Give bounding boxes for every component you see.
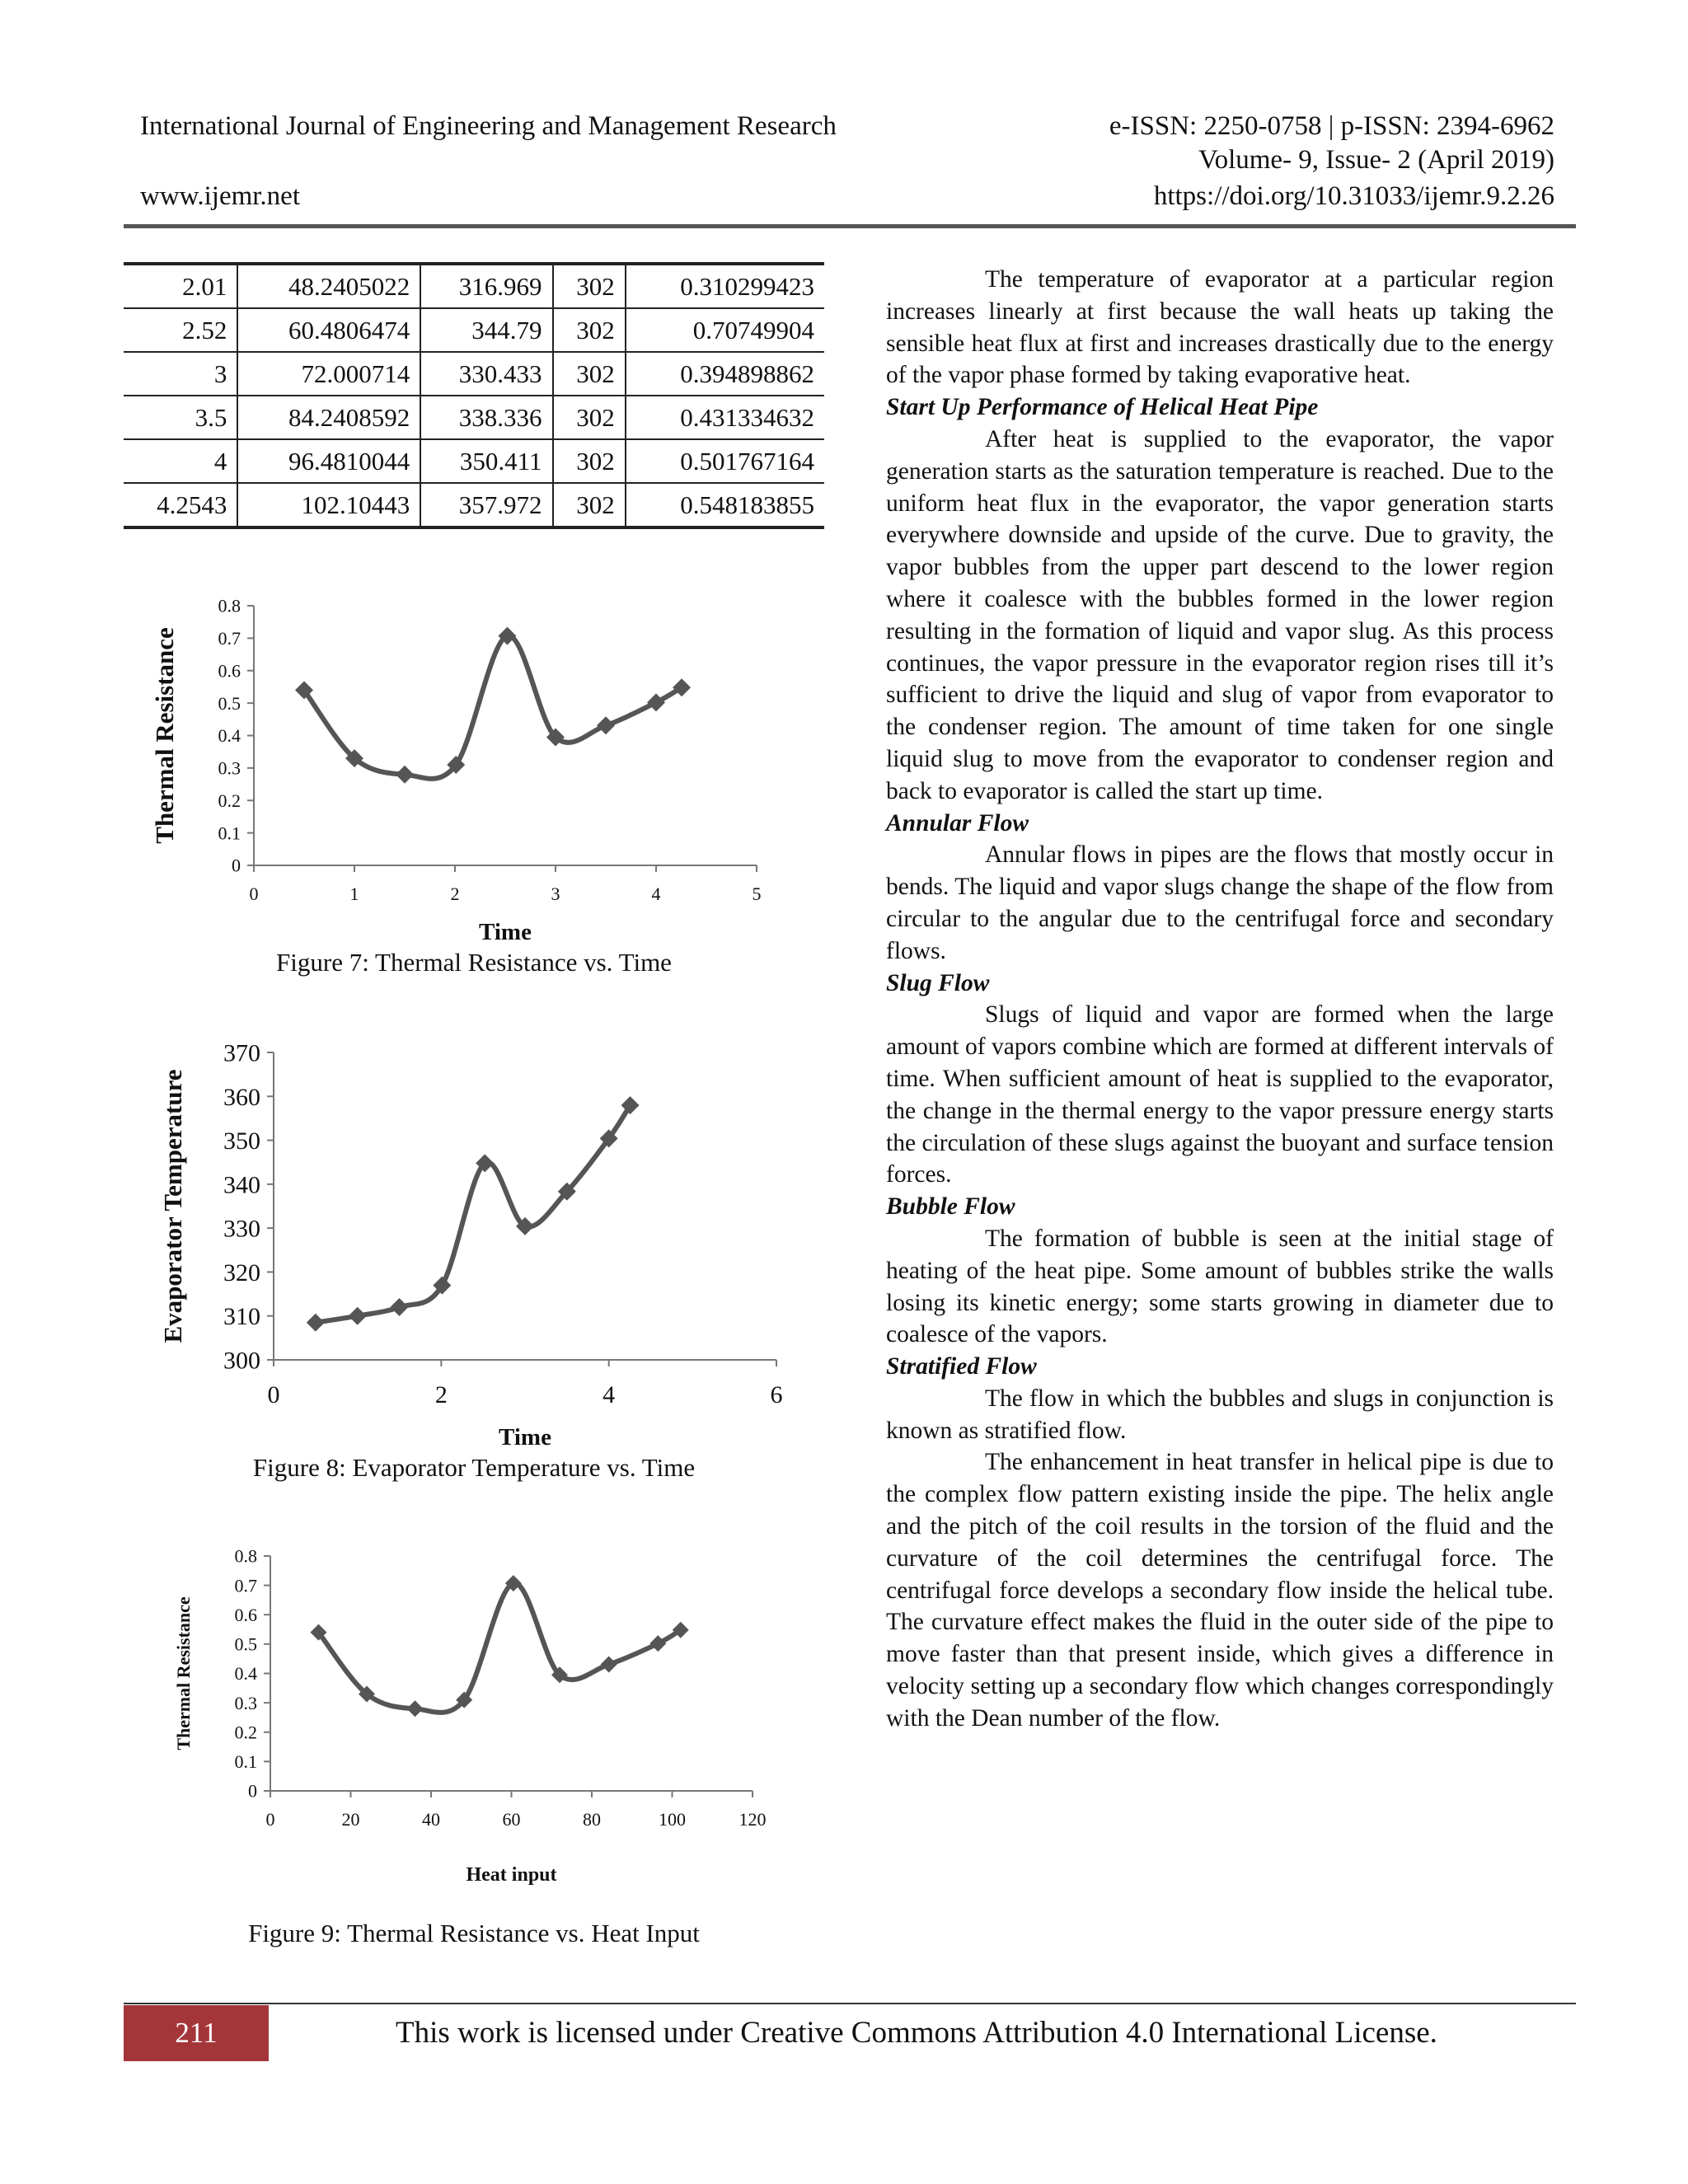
heading-annular-flow: Annular Flow — [886, 809, 1029, 837]
x-axis-label: Heat input — [466, 1864, 557, 1886]
paragraph-bubble-flow: The formation of bubble is seen at the initial stage of heating of the heat pipe. Some amount of bubbles strike the walls losing its kinetic energy; some starts growing in diameter due to coalesce of the vapors. — [886, 1225, 1554, 1348]
table-cell: 302 — [553, 264, 626, 308]
table-row — [124, 264, 824, 308]
table-cell: 0.501767164 — [626, 439, 824, 483]
heading-startup-performance: Start Up Performance of Helical Heat Pipe — [886, 394, 1319, 421]
y-tick-label: 0.6 — [234, 1604, 257, 1625]
table-cell: 316.969 — [420, 264, 552, 308]
data-point — [597, 716, 615, 734]
x-tick-label: 120 — [738, 1809, 767, 1830]
y-tick-label: 0.5 — [234, 1633, 257, 1655]
y-tick-label: 330 — [223, 1215, 260, 1243]
y-tick-label: 0.2 — [234, 1722, 257, 1743]
x-tick-label: 40 — [422, 1809, 440, 1830]
x-tick-label: 4 — [603, 1381, 616, 1408]
paragraph-slug-flow: Slugs of liquid and vapor are formed when the large amount of vapors combine which are formed at different intervals of time. When sufficient amount of heat is supplied to the evaporator, the change in the thermal energy to the vapor pressure energy starts the circulation of these slugs against the buoyant and surface tension forces. — [886, 1001, 1554, 1188]
table-cell: 344.79 — [420, 308, 552, 352]
x-tick-label: 0 — [267, 1381, 280, 1408]
x-tick-label: 0 — [249, 883, 259, 904]
x-tick-label: 80 — [583, 1809, 601, 1830]
data-point — [391, 1298, 409, 1316]
journal-website[interactable]: www.ijemr.net — [140, 181, 300, 211]
table-cell: 302 — [553, 483, 626, 527]
table-cell: 2.01 — [124, 264, 237, 308]
y-axis-label: Evaporator Temperature — [158, 1069, 187, 1343]
x-tick-label: 60 — [502, 1809, 521, 1830]
table-cell: 3 — [124, 352, 237, 396]
table-cell: 330.433 — [420, 352, 552, 396]
heading-stratified-flow: Stratified Flow — [886, 1353, 1037, 1380]
x-tick-label: 20 — [341, 1809, 360, 1830]
table-row — [124, 396, 824, 439]
y-tick-label: 0.4 — [234, 1663, 257, 1685]
figure-9-caption: Figure 9: Thermal Resistance vs. Heat Input — [248, 1919, 700, 1947]
figure-7-caption: Figure 7: Thermal Resistance vs. Time — [276, 948, 672, 977]
table-cell: 350.411 — [420, 439, 552, 483]
table-cell: 72.000714 — [237, 352, 420, 396]
body-text-column — [886, 264, 1554, 1735]
x-tick-label: 0 — [265, 1809, 275, 1830]
issn-line: e-ISSN: 2250-0758 | p-ISSN: 2394-6962 — [1109, 111, 1554, 141]
y-axis-label: Thermal Resistance — [150, 627, 179, 844]
table-cell: 102.10443 — [237, 483, 420, 527]
footer-rule — [124, 2003, 1576, 2004]
table-cell: 0.548183855 — [626, 483, 824, 527]
figure-9-chart — [124, 1533, 824, 1896]
table-row — [124, 439, 824, 483]
y-tick-label: 360 — [223, 1083, 260, 1111]
paragraph-startup: After heat is supplied to the evaporator, the vapor generation starts as the saturation temperature is reached. Due to the uniform heat flux in the evaporator, the vapor generation starts everywhere downside and upside of the curve. Due to gravity, the vapor bubbles from the upper part descend to the lower region where it coalesce with the bubbles formed in the lower region resulting in the formation of liquid and vapor slug. As this process continues, the vapor pressure in the evaporator region rises till it’s sufficient to drive the liquid and slug of vapor from evaporator to the condenser region. The amount of time taken for one single liquid slug to move from the evaporator to condenser region and back to evaporator is called the start up time. — [886, 425, 1554, 804]
y-tick-label: 0.3 — [234, 1692, 257, 1713]
page-number: 211 — [124, 2005, 269, 2061]
table-row — [124, 352, 824, 396]
y-tick-label: 0.8 — [234, 1545, 257, 1567]
y-tick-label: 0.1 — [218, 823, 241, 844]
table-cell: 302 — [553, 308, 626, 352]
series-line — [316, 1105, 631, 1323]
table-cell: 84.2408592 — [237, 396, 420, 439]
volume-line: Volume- 9, Issue- 2 (April 2019) — [1198, 145, 1554, 175]
doi-link[interactable]: https://doi.org/10.31033/ijemr.9.2.26 — [1153, 181, 1554, 211]
table-cell: 302 — [553, 439, 626, 483]
y-tick-label: 320 — [223, 1258, 260, 1286]
x-tick-label: 2 — [450, 883, 460, 904]
x-axis-label: Time — [479, 919, 532, 945]
y-tick-label: 0.4 — [218, 725, 241, 747]
x-tick-label: 2 — [434, 1381, 448, 1408]
y-tick-label: 370 — [223, 1039, 260, 1067]
table-row — [124, 308, 824, 352]
y-tick-label: 0.1 — [234, 1751, 257, 1773]
x-tick-label: 1 — [349, 883, 359, 904]
paragraph-annular-flow: Annular flows in pipes are the flows that mostly occur in bends. The liquid and vapor slugs change the shape of the flow from circular to the angular due to the centrifugal force and secondary flows. — [886, 841, 1554, 964]
paragraph-evaporator-temperature: The temperature of evaporator at a particular region increases linearly at first because the wall heats up taking the sensible heat flux at first and increases drastically due to the energy of the vapor phase formed by taking evaporative heat. — [886, 266, 1554, 389]
x-tick-label: 5 — [752, 883, 762, 904]
x-tick-label: 4 — [651, 883, 661, 904]
table-cell: 3.5 — [124, 396, 237, 439]
table-cell: 0.70749904 — [626, 308, 824, 352]
figure-8-caption: Figure 8: Evaporator Temperature vs. Time — [252, 1453, 696, 1482]
data-point — [349, 1307, 367, 1325]
y-tick-label: 350 — [223, 1127, 260, 1155]
figure-8-chart — [124, 1022, 824, 1459]
header-rule — [124, 224, 1576, 228]
x-tick-label: 100 — [659, 1809, 686, 1830]
data-table — [124, 262, 824, 529]
data-point — [396, 766, 414, 784]
x-tick-label: 3 — [551, 883, 560, 904]
table-cell: 0.394898862 — [626, 352, 824, 396]
y-tick-label: 340 — [223, 1171, 260, 1199]
y-tick-label: 0.5 — [218, 692, 241, 714]
table-cell: 4 — [124, 439, 237, 483]
table-cell: 357.972 — [420, 483, 552, 527]
y-tick-label: 310 — [223, 1303, 260, 1331]
y-axis-label: Thermal Resistance — [173, 1596, 194, 1750]
y-tick-label: 0.8 — [218, 595, 241, 616]
table-cell: 302 — [553, 396, 626, 439]
table-cell: 48.2405022 — [237, 264, 420, 308]
y-tick-label: 0.3 — [218, 757, 241, 779]
data-point — [647, 693, 665, 711]
table-cell: 96.4810044 — [237, 439, 420, 483]
table-cell: 0.431334632 — [626, 396, 824, 439]
y-tick-label: 0.7 — [218, 628, 241, 649]
table-cell: 0.310299423 — [626, 264, 824, 308]
data-point — [601, 1656, 617, 1672]
y-tick-label: 300 — [223, 1347, 260, 1375]
y-tick-label: 0.6 — [218, 660, 241, 682]
table-cell: 2.52 — [124, 308, 237, 352]
figure-7-chart — [124, 577, 824, 948]
heading-slug-flow: Slug Flow — [886, 969, 990, 996]
table-cell: 338.336 — [420, 396, 552, 439]
data-point — [307, 1314, 325, 1332]
y-tick-label: 0.2 — [218, 790, 241, 811]
x-axis-label: Time — [499, 1424, 551, 1451]
y-tick-label: 0 — [232, 855, 241, 876]
heading-bubble-flow: Bubble Flow — [886, 1193, 1015, 1221]
table-cell: 4.2543 — [124, 483, 237, 527]
data-point — [407, 1700, 424, 1717]
x-tick-label: 6 — [770, 1381, 783, 1408]
paragraph-stratified-flow: The flow in which the bubbles and slugs in conjunction is known as stratified flow. — [886, 1385, 1554, 1444]
journal-title: International Journal of Engineering and Management Research — [140, 111, 837, 141]
table-cell: 60.4806474 — [237, 308, 420, 352]
license-text: This work is licensed under Creative Commons Attribution 4.0 International License. — [396, 2016, 1437, 2050]
table-cell: 302 — [553, 352, 626, 396]
paragraph-heat-transfer-enhancement: The enhancement in heat transfer in helical pipe is due to the complex flow pattern existing inside the pipe. The helix angle and the pitch of the coil results in the torsion of the fluid and the curvature of the coil determines the centrifugal force. The centrifugal force develops a secondary flow inside the helical tube. The curvature effect makes the fluid in the outer side of the pipe to move faster than that present inside, which gives a difference in velocity setting up a secondary flow which changes correspondingly with the Dean number of the flow. — [886, 1449, 1554, 1732]
y-tick-label: 0 — [248, 1780, 257, 1802]
table-row — [124, 483, 824, 527]
y-tick-label: 0.7 — [234, 1575, 257, 1596]
